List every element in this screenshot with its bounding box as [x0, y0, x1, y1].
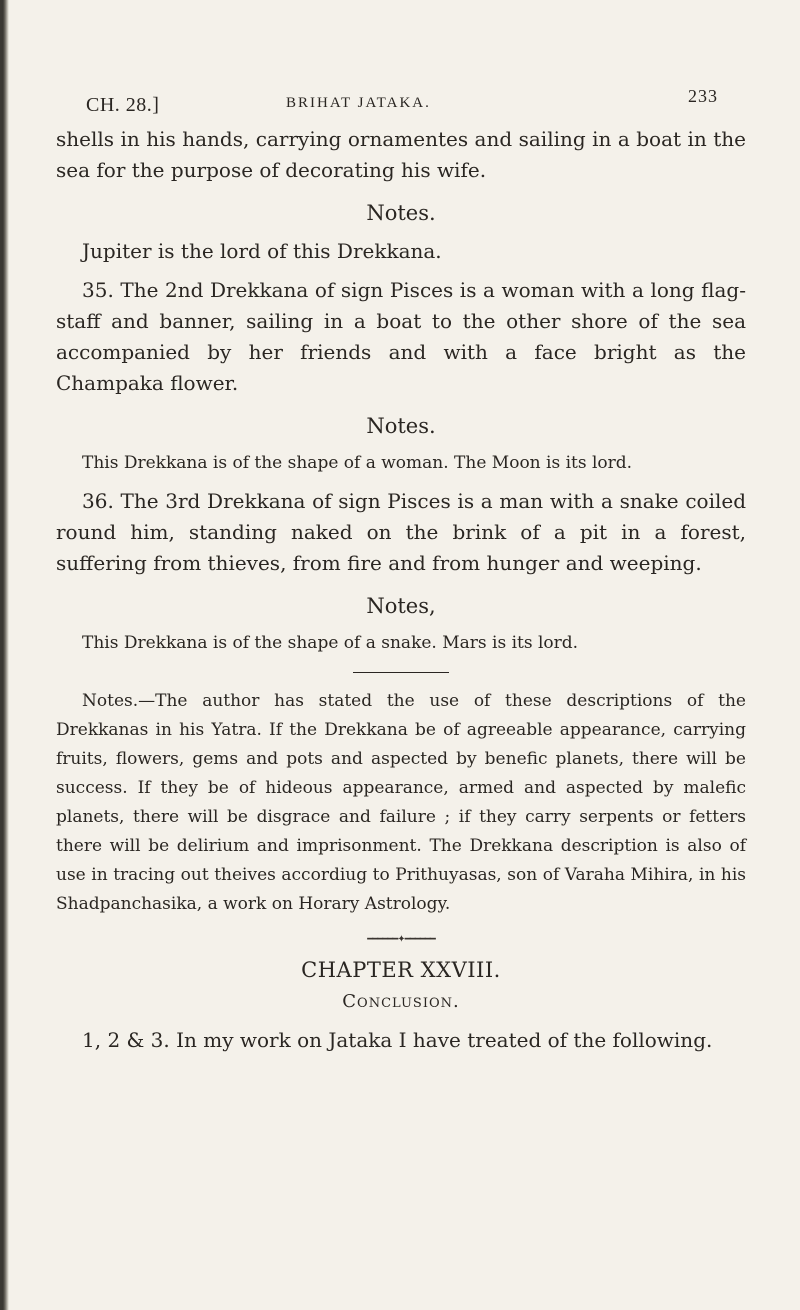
notes-heading: Notes.: [366, 414, 436, 438]
note-paragraph: Jupiter is the lord of this Drekkana.: [82, 239, 442, 263]
verse-35: 35. The 2nd Drekkana of sign Pisces is a woman with a long flag-staff and banner, sailing in a boat to the other shore of the sea accompanied by her friends and with a face bright as the Champaka flower.: [56, 278, 746, 395]
verse-36: 36. The 3rd Drekkana of sign Pisces is a man with a snake coiled round him, standing naked on the brink of a pit in a forest, suffering from thieves, from fire and from hunger and weeping.: [56, 489, 746, 575]
closing-notes-paragraph: Notes.—The author has stated the use of these descriptions of the Drekkanas in his Yatra. If the Drekkana be of agreeable appearance, carrying fruits, flowers, gems and pots and aspected by benefic planets, there will be success. If they be of hideous appearance, armed and aspected by malefic planets, there will be disgrace and failure ; if they carry serpents or fetters there will be delirium and imprisonment. The Drekkana description is also of use in tracing out theives accordiug to Prithuyasas, son of Varaha Mihira, in his Shadpanchasika, a work on Horary Astrology.: [56, 691, 746, 914]
page-binding-edge: [0, 0, 9, 1310]
verse-1-2-3: 1, 2 & 3. In my work on Jataka I have treated of the following.: [82, 1028, 713, 1052]
page-body: [56, 124, 746, 1056]
notes-heading: Notes,: [366, 594, 436, 618]
ornamental-divider: ━━━━━━✦━━━━━━: [367, 934, 435, 945]
page-number: 233: [688, 86, 718, 106]
note-paragraph: This Drekkana is of the shape of a woman. The Moon is its lord.: [82, 453, 633, 473]
notes-heading: Notes.: [366, 201, 436, 225]
header-running-title: BRIHAT JATAKA.: [286, 95, 431, 111]
paragraph-continued: shells in his hands, carrying ornamentes and sailing in a boat in the sea for the purpose of decorating his wife.: [56, 127, 746, 182]
header-chapter: CH. 28.]: [86, 94, 160, 116]
running-header: [86, 86, 718, 116]
section-divider-rule: [353, 672, 449, 673]
chapter-subtitle: Conclusion.: [342, 991, 460, 1012]
note-paragraph: This Drekkana is of the shape of a snake. Mars is its lord.: [82, 633, 579, 653]
chapter-heading: CHAPTER XXVIII.: [301, 958, 501, 982]
